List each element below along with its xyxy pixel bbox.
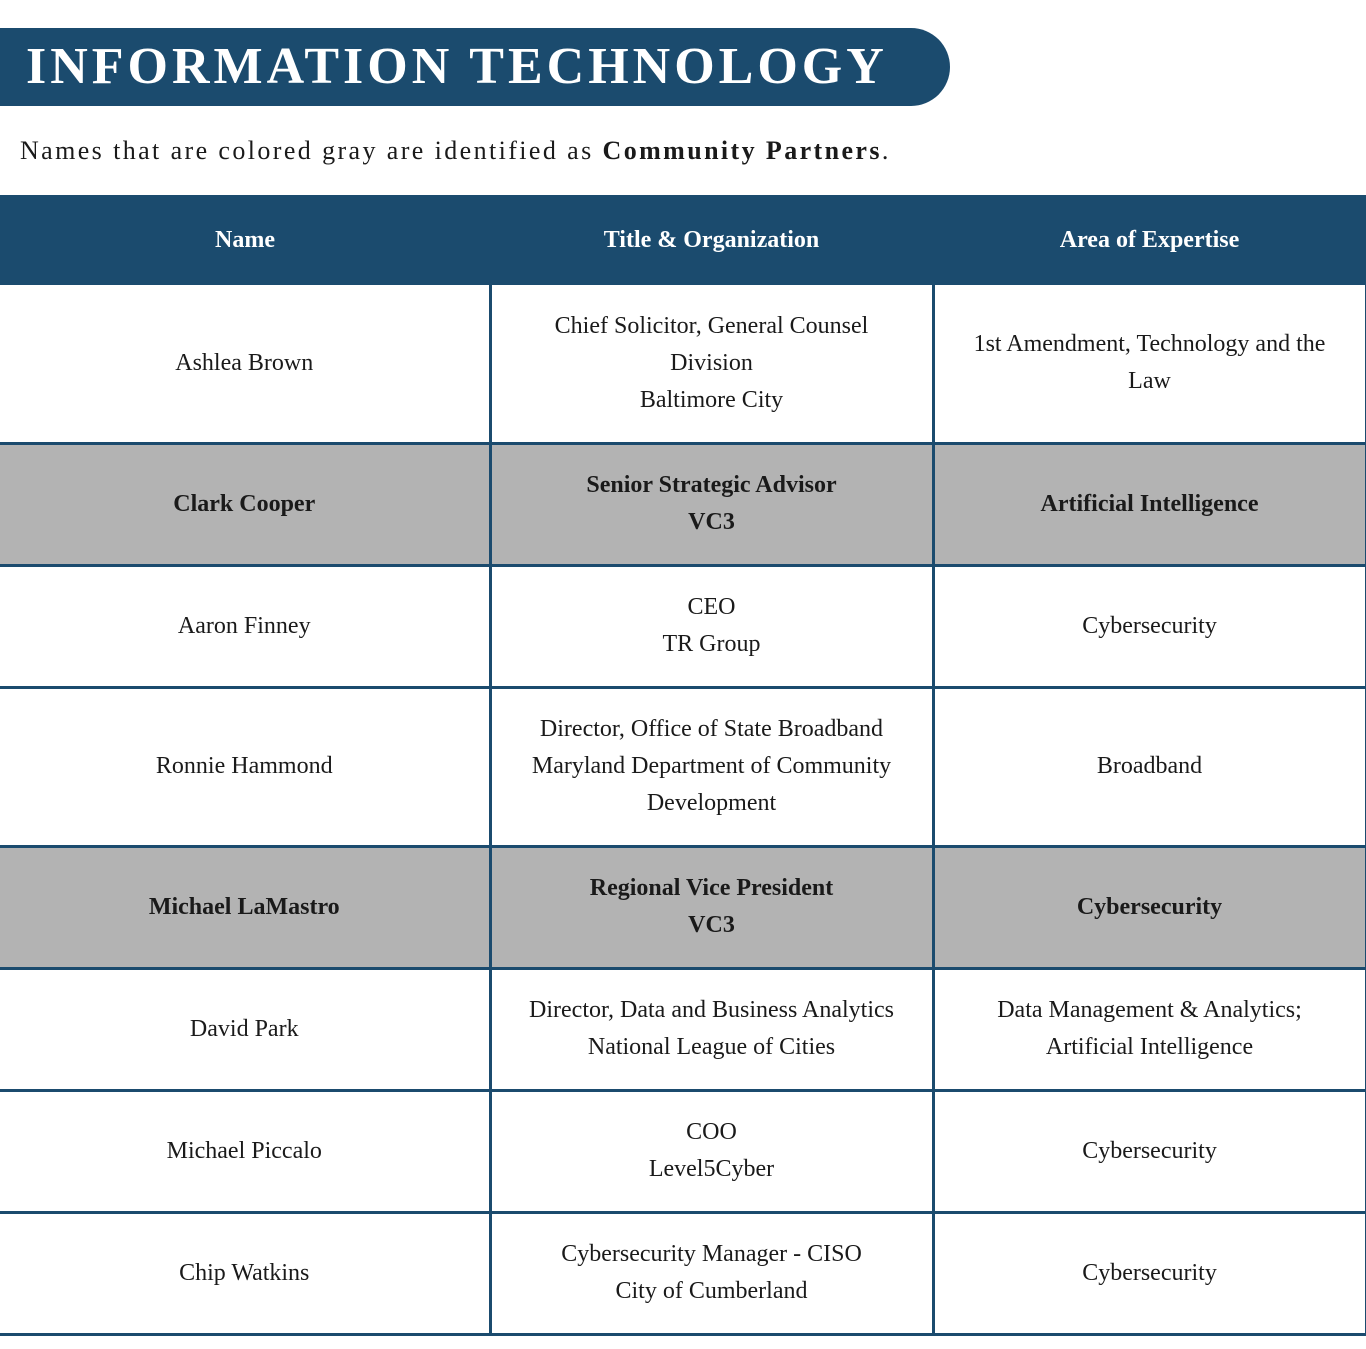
cell-title-organization bbox=[490, 565, 933, 687]
experts-table bbox=[0, 195, 1366, 1336]
expertise-line: Cybersecurity bbox=[1076, 893, 1223, 920]
title-line: National League of Cities bbox=[587, 1034, 836, 1060]
header-name: Name bbox=[0, 195, 490, 285]
intro-highlight: Community Partners bbox=[602, 136, 882, 165]
table-row bbox=[0, 687, 1366, 846]
cell-name: David Park bbox=[0, 968, 490, 1090]
cell-title-organization bbox=[490, 687, 933, 846]
cell-title-organization bbox=[490, 1090, 933, 1212]
title-line: CEO bbox=[687, 594, 736, 620]
title-line: Maryland Department of Community bbox=[531, 753, 892, 779]
cell-name: Ashlea Brown bbox=[0, 285, 490, 443]
title-line: Director, Data and Business Analytics bbox=[529, 997, 894, 1023]
cell-name: Ronnie Hammond bbox=[0, 687, 490, 846]
table-row bbox=[0, 565, 1366, 687]
page-title: INFORMATION TECHNOLOGY bbox=[26, 38, 888, 95]
title-line: Development bbox=[646, 790, 777, 816]
cell-title-organization bbox=[490, 1212, 933, 1334]
title-line: Cybersecurity Manager - CISO bbox=[561, 1241, 862, 1267]
table-header-row bbox=[0, 195, 1366, 285]
title-line: Director, Office of State Broadband bbox=[539, 716, 884, 742]
table-row bbox=[0, 846, 1366, 968]
cell-name: Chip Watkins bbox=[0, 1212, 490, 1334]
expertise-line: Artificial Intelligence bbox=[1040, 490, 1259, 517]
cell-expertise bbox=[933, 565, 1366, 687]
cell-expertise bbox=[933, 968, 1366, 1090]
title-line: Senior Strategic Advisor bbox=[586, 472, 837, 498]
title-line: Division bbox=[670, 349, 753, 376]
cell-expertise bbox=[933, 285, 1366, 443]
expertise-line: Cybersecurity bbox=[1082, 1259, 1217, 1286]
title-line: Level5Cyber bbox=[648, 1156, 775, 1182]
table-row bbox=[0, 443, 1366, 565]
expertise-line: Law bbox=[1128, 368, 1171, 395]
cell-title-organization bbox=[490, 846, 933, 968]
cell-expertise bbox=[933, 443, 1366, 565]
expertise-line: Cybersecurity bbox=[1082, 1137, 1217, 1164]
cell-name: Michael Piccalo bbox=[0, 1090, 490, 1212]
cell-expertise bbox=[933, 687, 1366, 846]
cell-expertise bbox=[933, 1090, 1366, 1212]
header-area-of-expertise: Area of Expertise bbox=[933, 195, 1366, 285]
table-row bbox=[0, 1212, 1366, 1334]
table-row bbox=[0, 968, 1366, 1090]
title-line: TR Group bbox=[662, 631, 761, 657]
title-line: Chief Solicitor, General Counsel bbox=[554, 312, 869, 339]
expertise-line: Data Management & Analytics; bbox=[997, 997, 1302, 1023]
section-banner bbox=[0, 28, 950, 106]
table-row bbox=[0, 1090, 1366, 1212]
intro-text bbox=[20, 136, 891, 166]
cell-title-organization bbox=[490, 443, 933, 565]
header-title-organization: Title & Organization bbox=[490, 195, 933, 285]
cell-name: Aaron Finney bbox=[0, 565, 490, 687]
table-body bbox=[0, 285, 1366, 1334]
cell-title-organization bbox=[490, 968, 933, 1090]
expertise-line: Broadband bbox=[1096, 753, 1203, 779]
cell-name: Michael LaMastro bbox=[0, 846, 490, 968]
title-line: VC3 bbox=[688, 509, 735, 535]
cell-title-organization bbox=[490, 285, 933, 443]
title-line: Baltimore City bbox=[639, 386, 784, 413]
title-line: Regional Vice President bbox=[589, 875, 834, 901]
table-row bbox=[0, 285, 1366, 443]
intro-suffix: . bbox=[881, 136, 891, 165]
cell-expertise bbox=[933, 846, 1366, 968]
expertise-line: 1st Amendment, Technology and the bbox=[973, 331, 1326, 358]
title-line: VC3 bbox=[688, 912, 735, 938]
expertise-line: Artificial Intelligence bbox=[1045, 1034, 1254, 1060]
expertise-line: Cybersecurity bbox=[1082, 612, 1217, 639]
cell-expertise bbox=[933, 1212, 1366, 1334]
title-line: COO bbox=[686, 1119, 737, 1145]
title-line: City of Cumberland bbox=[615, 1278, 808, 1304]
cell-name: Clark Cooper bbox=[0, 443, 490, 565]
intro-prefix: Names that are colored gray are identified as bbox=[20, 136, 603, 165]
